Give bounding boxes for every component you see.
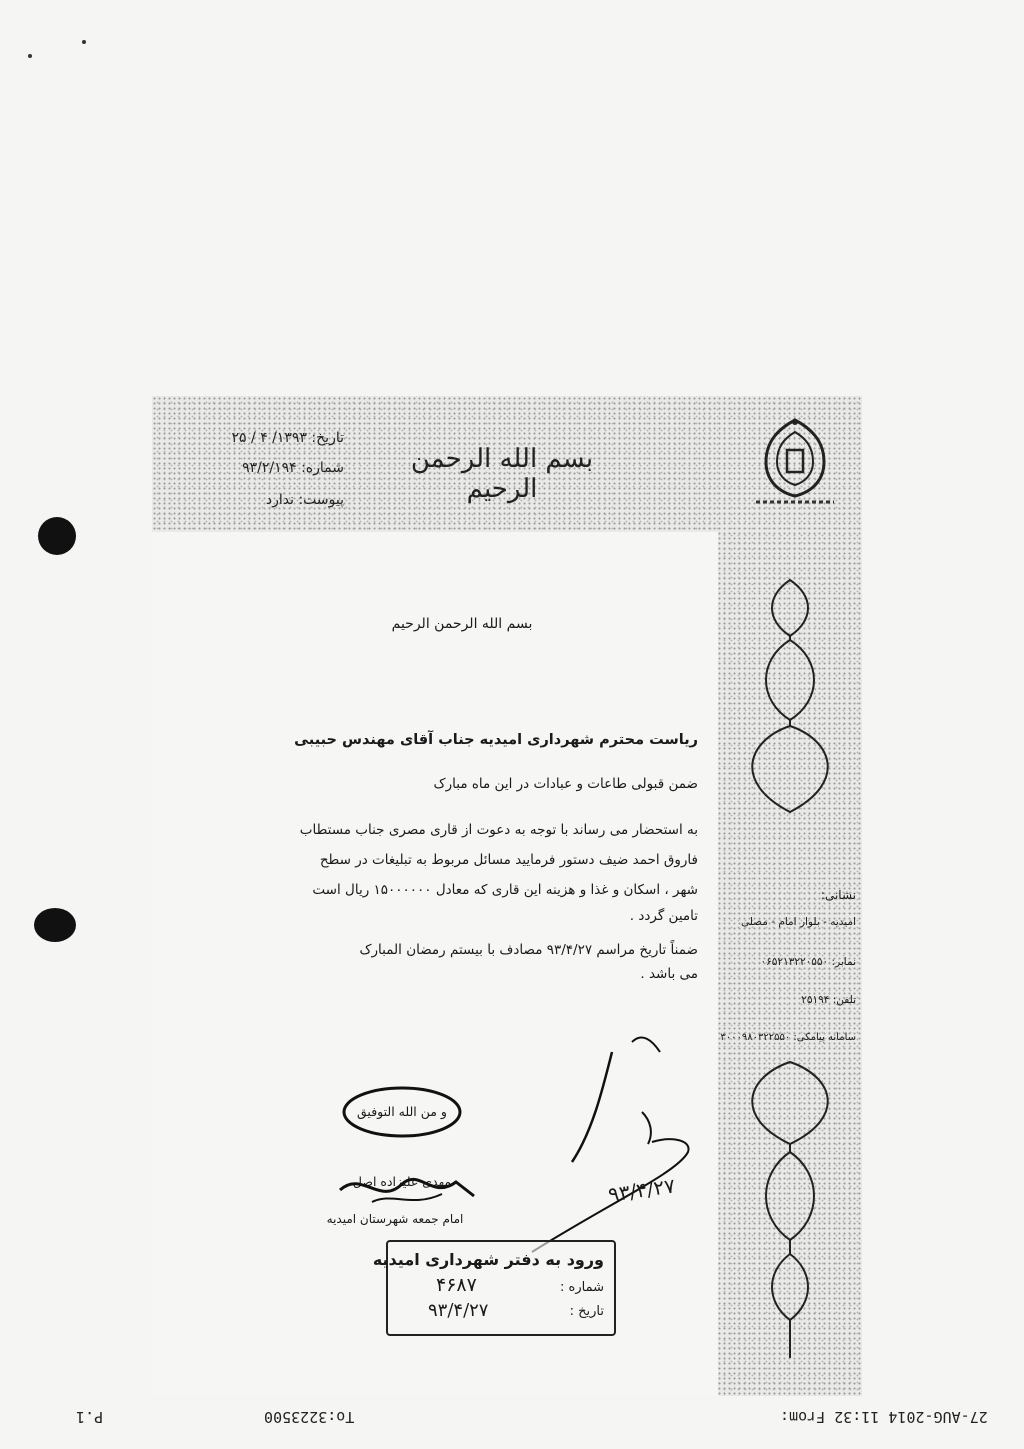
fax-footer-page: P.1 [76,1408,104,1426]
paragraph1-line2: فاروق احمد ضیف دستور فرمایید مسائل مربوط به تبلیغات در سطح [319,852,698,868]
phone-number: تلفن: ۲۵۱۹۴ [801,994,856,1006]
reception-stamp [372,1240,616,1336]
sms-number: سامانه پیامکی: ۳۰۰۰۹۸۰۳۲۲۵۵۰ [720,1032,856,1043]
stamp-number-value: ۴۶۸۷ [436,1274,477,1296]
date-line: تاریخ: ۱۳۹۳/ ۴ / ۲۵ [231,430,344,446]
scan-speck [82,40,86,44]
stamp-date-value: ۹۳/۴/۲۷ [428,1300,489,1321]
number-line: شماره: ۹۳/۲/۱۹۴ [242,460,344,476]
attachment-line: پیوست: ندارد [265,492,344,508]
signer-title: امام جمعه شهرستان امیدیه [326,1212,464,1226]
paragraph1-line1: به استحضار می رساند با توجه به دعوت از قاری مصری جناب مستطاب [299,822,698,838]
fax-number: نمابر: ۰۶۵۲۱۳۲۲۰۵۵۰ [760,956,856,968]
address-text: امیدیه - بلوار امام - مصلی [740,916,856,928]
bismillah-calligraphy: بسم الله الرحمن الرحیم [410,444,594,504]
closing-text: و من الله التوفیق [357,1104,447,1119]
letter-bismillah: بسم الله الرحمن الرحیم [391,616,533,632]
ornament-bottom [728,1058,852,1378]
paragraph1-line4: تامین گردد . [629,908,698,924]
address-label: نشانی: [820,888,856,902]
letter-addressee: ریاست محترم شهرداری امیدیه جناب آقای مهندس حبیبی [294,732,698,748]
paragraph2-line2: می باشد . [640,966,698,982]
stamp-title: ورود به دفتر شهرداری امیدیه [372,1250,604,1269]
signer-name: مهدی علیزاده اصل [352,1174,452,1189]
stamp-number-label: شماره : [560,1280,604,1295]
decorative-border [718,532,862,1396]
ornament-top [728,576,852,846]
letterhead-header [152,396,862,532]
scan-speck [28,54,32,58]
letter-greeting: ضمن قبولی طاعات و عبادات در این ماه مبارک [433,776,698,792]
emblem-logo [750,414,840,504]
stamp-date-label: تاریخ : [569,1304,604,1319]
punch-hole-bottom [34,908,76,942]
margin-note-date: ۹۳/۴/۲۷ [606,1173,677,1207]
paragraph1-line3: شهر ، اسکان و غذا و هزینه این قاری که معادل ۱۵۰۰۰۰۰۰ ریال است [312,882,698,898]
signature-scribble [332,1150,482,1220]
handwritten-annotation [492,1012,712,1272]
fax-footer-recipient: To:3223500 [264,1408,355,1426]
paragraph2-line1: ضمناً تاریخ مراسم ۹۳/۴/۲۷ مصادف با بیستم رمضان المبارک [359,942,698,958]
fax-footer-timestamp: 27-AUG-2014 11:32 From: [780,1408,988,1426]
punch-hole-top [38,517,76,555]
